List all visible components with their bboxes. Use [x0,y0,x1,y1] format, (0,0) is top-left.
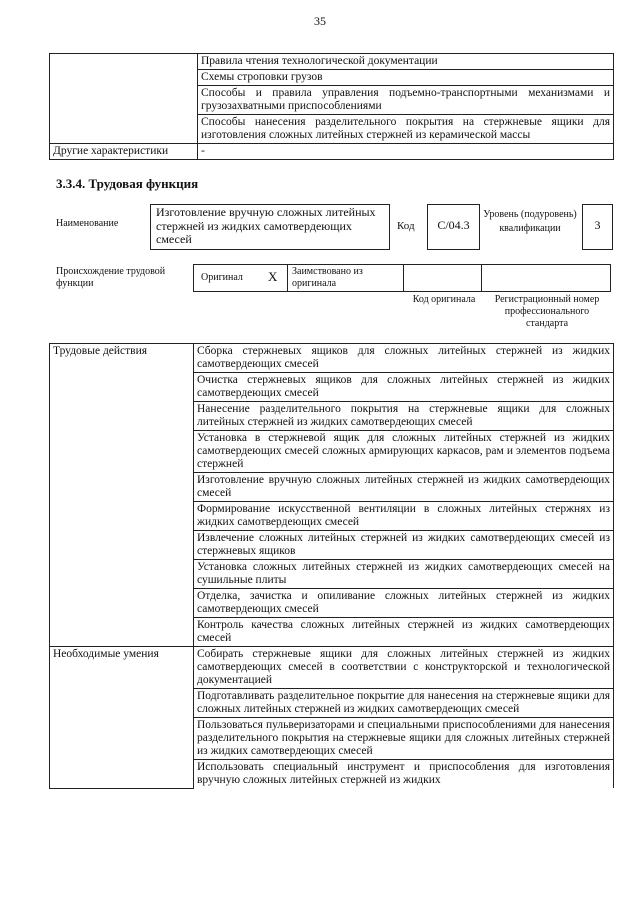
action-item: Установка в стержневой ящик для сложных литейных стержней из жидких самотвердеющих смесей сложных армирующих каркасов, рам и элементов подъема стержней [194,431,614,473]
section-title: 3.3.4. Трудовая функция [56,176,199,191]
other-characteristics-label: Другие характеристики [50,144,198,160]
skills-label: Необходимые умения [50,647,194,789]
knowledge-item: Способы и правила управления подъемно-транспортными механизмами и грузозахватными приспособлениями [198,86,614,115]
level-box [582,204,613,250]
action-item: Формирование искусственной вентиляции в сложных литейных стержнях из жидких самотвердеющих смесей [194,502,614,531]
skill-item: Собирать стержневые ящики для сложных литейных стержней из жидких самотвердеющих смесей в соответствии с конструкторской и технологической документацией [194,647,614,689]
registration-caption: Регистрационный номер профессионального стандарта [494,294,600,329]
action-item: Установка сложных литейных стержней из жидких самотвердеющих смесей на сушильные плиты [194,560,614,589]
action-item: Очистка стержневых ящиков для сложных литейных стержней из жидких самотвердеющих смесей [194,373,614,402]
original-mark: X [268,269,278,284]
divider [287,264,288,291]
action-item: Отделка, зачистка и опиливание сложных литейных стержней из жидких самотвердеющих смесей [194,589,614,618]
origin-box [193,264,611,292]
skill-item: Подготавливать разделительное покрытие для нанесения на стержневые ящики для сложных литейных стержней из жидких самотвердеющих смесей [194,689,614,718]
name-label: Наименование [56,218,119,229]
code-box [427,204,480,250]
original-label: Оригинал [201,272,243,283]
divider [403,264,404,291]
empty-label-cell [50,54,198,144]
skill-item: Пользоваться пульверизаторами и специальными приспособлениями для нанесения разделительного покрытия на стержневые ящики для сложных литейных стержней из жидких самотвердеющих смесей [194,718,614,760]
name-box [150,204,390,250]
function-table [49,343,614,789]
code-value: С/04.3 [437,218,470,232]
other-characteristics-value: - [198,144,614,160]
action-item: Нанесение разделительного покрытия на стержневые ящики для сложных литейных стержней из жидких самотвердеющих смесей [194,402,614,431]
origin-label: Происхождение трудовой функции [56,266,166,289]
function-name: Изготовление вручную сложных литейных стержней из жидких самотвердеющих смесей [156,205,376,246]
borrowed-label: Заимствовано из оригинала [292,266,363,289]
action-item: Сборка стержневых ящиков для сложных литейных стержней из жидких самотвердеющих смесей [194,344,614,373]
skill-item: Использовать специальный инструмент и приспособления для изготовления вручную сложных литейных стержней из жидких [194,760,614,789]
page-number: 35 [314,14,326,28]
action-item: Изготовление вручную сложных литейных стержней из жидких самотвердеющих смесей [194,473,614,502]
knowledge-table [49,53,614,160]
level-value: 3 [594,218,601,232]
knowledge-item: Способы нанесения разделительного покрытия на стержневые ящики для изготовления сложных литейных стержней из керамической массы [198,115,614,144]
code-original-caption: Код оригинала [412,294,476,305]
level-label: Уровень (подуровень) квалификации [483,209,577,234]
divider [481,264,482,291]
knowledge-item: Правила чтения технологической документации [198,54,614,70]
action-item: Контроль качества сложных литейных стержней из жидких самотвердеющих смесей [194,618,614,647]
code-label: Код [397,220,415,232]
action-item: Извлечение сложных литейных стержней из жидких самотвердеющих смесей из стержневых ящиков [194,531,614,560]
actions-label: Трудовые действия [50,344,194,647]
knowledge-item: Схемы строповки грузов [198,70,614,86]
